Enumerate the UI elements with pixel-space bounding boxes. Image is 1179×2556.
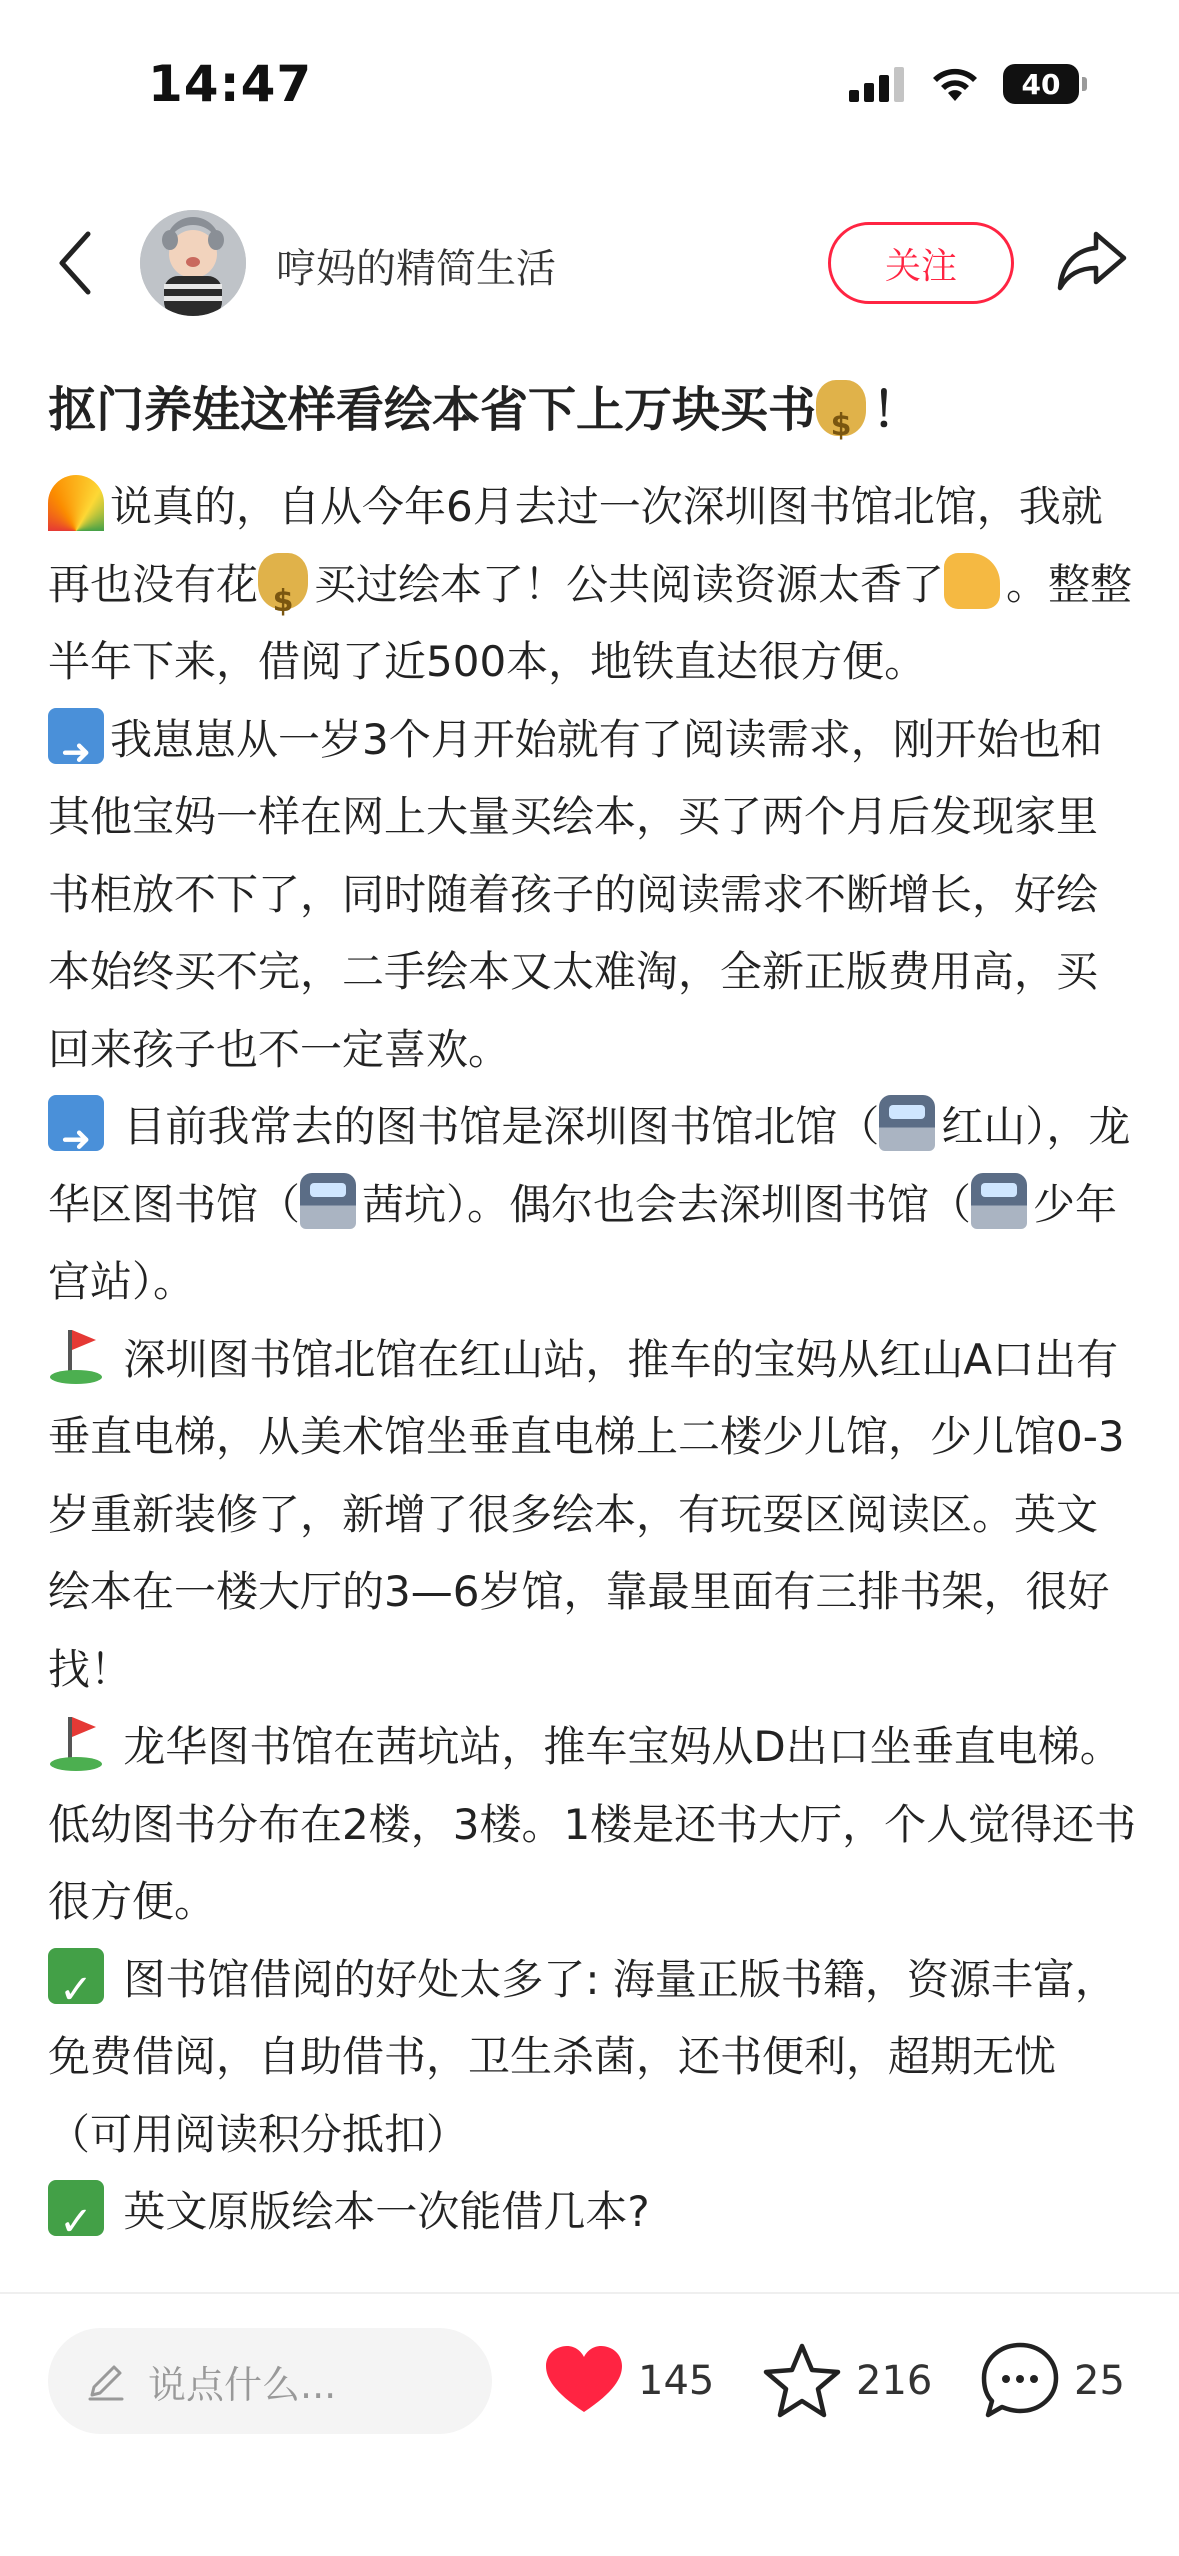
metro-train-icon <box>879 1095 935 1151</box>
paragraph-1 <box>48 468 1138 701</box>
chevron-left-icon <box>52 228 102 298</box>
status-indicators <box>849 64 1079 104</box>
paragraph-1-text-c: 。整整半年下来，借阅了近500本，地铁直达很方便。 <box>48 559 1133 686</box>
paragraph-2-text: 我崽崽从一岁3个月开始就有了阅读需求，刚开始也和其他宝妈一样在网上大量买绘本，买了两个月后发现家里书柜放不下了，同时随着孩子的阅读需求不断增长，好绘本始终买不完，二手绘本又太难淘，全新正版费用高，买回来孩子也不一定喜欢。 <box>48 714 1103 1074</box>
arrow-right-icon <box>48 708 104 764</box>
metro-train-icon <box>300 1173 356 1229</box>
collect-button[interactable] <box>762 2340 932 2422</box>
baby-avatar-image <box>140 210 246 316</box>
paragraph-5-text: 龙华图书馆在茜坑站，推车宝妈从D出口坐垂直电梯。低幼图书分布在2楼，3楼。1楼是还书大厅，个人觉得还书很方便。 <box>48 1722 1137 1926</box>
paragraph-3-text-b: 红山），龙华区图书馆（ <box>48 1102 1131 1229</box>
like-count: 145 <box>638 2358 715 2404</box>
paragraph-2 <box>48 701 1138 1089</box>
share-icon <box>1056 228 1128 294</box>
collect-count: 216 <box>856 2358 933 2404</box>
golf-flag-icon <box>48 1328 104 1384</box>
back-button[interactable] <box>52 228 102 298</box>
paragraph-4 <box>48 1321 1138 1709</box>
money-bag-icon <box>258 553 308 609</box>
post-body <box>48 468 1138 2268</box>
check-icon <box>48 2180 104 2236</box>
comment-bubble-icon <box>980 2341 1060 2421</box>
paragraph-5 <box>48 1708 1138 1941</box>
thumbs-up-icon <box>944 553 1000 609</box>
paragraph-4-text: 深圳图书馆北馆在红山站，推车的宝妈从红山A口出有垂直电梯，从美术馆坐垂直电梯上二楼少儿馆，少儿馆0-3岁重新装修了，新增了很多绘本，有玩耍区阅读区。英文绘本在一楼大厅的3—6岁馆，靠最里面有三排书架，很好找！ <box>48 1334 1125 1694</box>
paragraph-7-text: 英文原版绘本一次能借几本? <box>110 2187 650 2236</box>
paragraph-7 <box>48 2173 1138 2251</box>
comment-count: 25 <box>1074 2358 1125 2404</box>
check-icon <box>48 1948 104 2004</box>
pencil-icon <box>84 2359 128 2403</box>
paragraph-6 <box>48 1941 1138 2174</box>
comment-button[interactable] <box>980 2340 1125 2422</box>
post-title-suffix: ！ <box>872 382 921 438</box>
paragraph-1-text-a: 说真的，自从今年6月去过一次深圳图书馆北馆，我就再也没有花 <box>48 482 1103 609</box>
golf-flag-icon <box>48 1715 104 1771</box>
like-button[interactable] <box>544 2340 714 2422</box>
battery-indicator: 40 <box>1003 64 1079 104</box>
post-title <box>48 374 1138 446</box>
status-time: 14:47 <box>148 55 313 113</box>
paragraph-1-text-b: 买过绘本了！公共阅读资源太香了 <box>314 559 945 609</box>
rainbow-icon <box>48 475 104 531</box>
author-avatar[interactable] <box>140 210 246 316</box>
comment-input[interactable] <box>48 2328 492 2434</box>
arrow-right-icon <box>48 1095 104 1151</box>
cellular-signal-icon <box>849 66 907 102</box>
paragraph-3-text-d: 少年宫站）。 <box>48 1179 1118 1306</box>
author-name[interactable]: 哼妈的精简生活 <box>276 246 556 292</box>
paragraph-6-text: 图书馆借阅的好处太多了: 海量正版书籍，资源丰富，免费借阅，自助借书，卫生杀菌，还书便利，超期无忧（可用阅读积分抵扣） <box>48 1954 1117 2159</box>
share-button[interactable] <box>1056 228 1128 294</box>
paragraph-3 <box>48 1088 1138 1321</box>
wifi-icon <box>929 65 981 103</box>
paragraph-3-text-a: 目前我常去的图书馆是深圳图书馆北馆（ <box>110 1102 880 1151</box>
post-title-text: 抠门养娃这样看绘本省下上万块买书 <box>48 382 817 438</box>
paragraph-3-text-c: 茜坑）。偶尔也会去深圳图书馆（ <box>362 1179 972 1229</box>
bottom-action-bar <box>0 2292 1179 2556</box>
heart-icon <box>544 2346 624 2416</box>
star-icon <box>762 2342 842 2420</box>
metro-train-icon <box>971 1173 1027 1229</box>
comment-placeholder: 说点什么... <box>148 2362 337 2407</box>
follow-button[interactable]: 关注 <box>828 222 1014 304</box>
money-bag-icon <box>816 380 866 436</box>
